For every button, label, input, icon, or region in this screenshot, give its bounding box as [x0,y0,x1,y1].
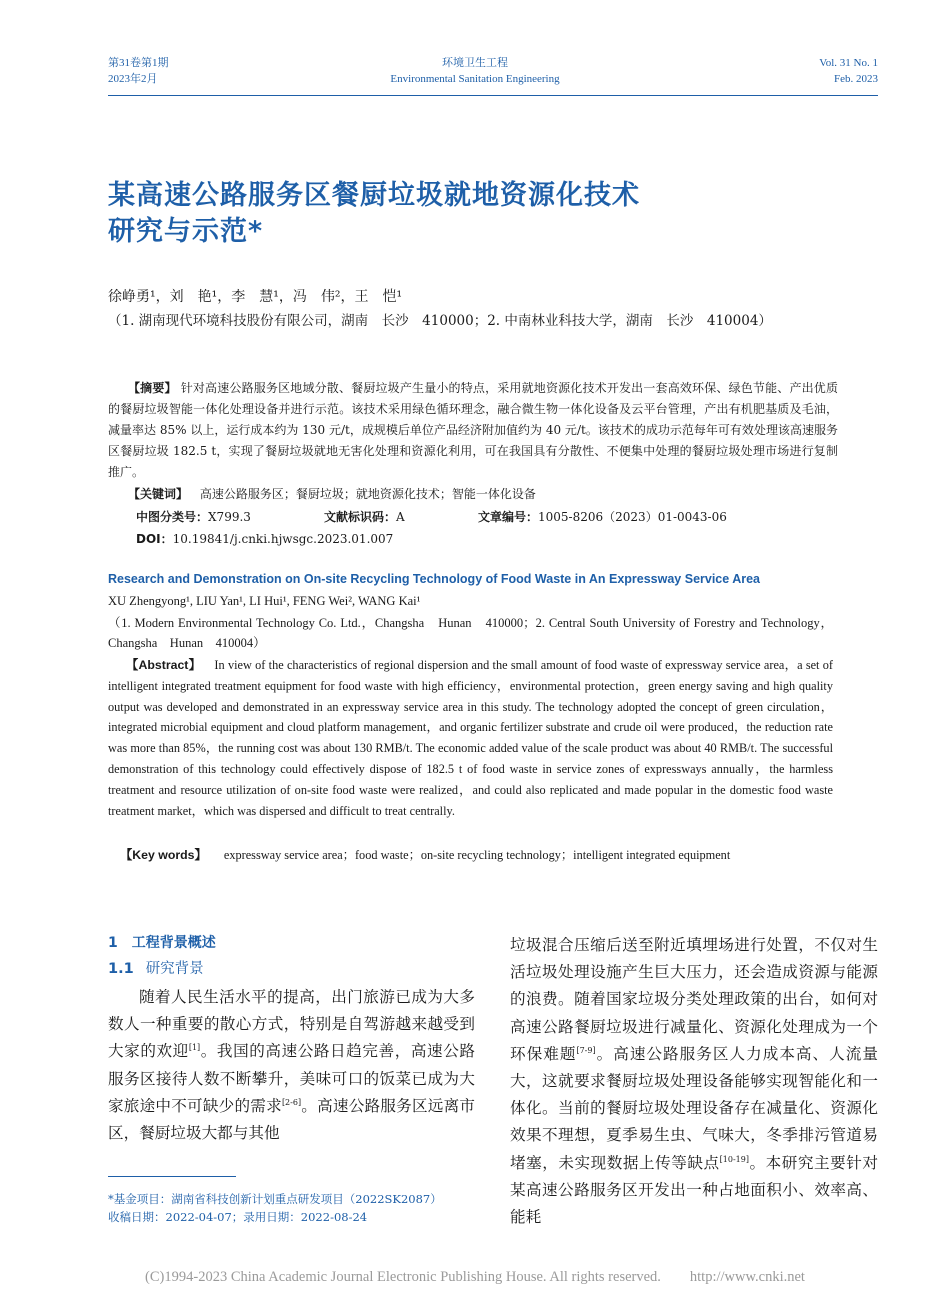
section-heading-1-1 [108,958,475,984]
keywords-cn-text: 高速公路服务区；餐厨垃圾；就地资源化技术；智能一体化设备 [199,487,536,501]
date-cn: 2023年2月 [108,73,158,85]
article-number-label: 文章编号： [478,510,539,524]
header-journal [0,55,950,87]
section-1-1-number: 1.1 [108,961,134,977]
abstract-en [108,655,833,821]
title-line-2: 研究与示范* [108,216,264,247]
doc-code-label: 文献标识码： [324,510,397,524]
journal-name-cn: 环境卫生工程 [442,57,508,69]
keywords-en [120,845,730,865]
article-number-value: 1005-8206（2023）01-0043-06 [538,510,727,524]
body-left-column [108,932,475,1147]
paper-title [108,178,868,250]
abstract-cn [108,378,838,483]
doi [136,529,393,549]
text-run: 。高速公路服务区人力成本高、人流量大，这就要求餐厨垃圾处理设备能够实现智能化和一体化。当前的餐厨垃圾处理设备存在减量化、资源化效果不理想，夏季易生虫、气味大，冬季排污管道易堵塞，未实现数据上传等缺点 [510,1044,878,1172]
text-run: 。本研究主要针对某高速公路服务区开发出一种占地面积小、效率高、能耗 [510,1153,878,1227]
body-right-column [510,932,878,1231]
volume-issue-en: Vol. 31 No. 1 [819,57,878,69]
abstract-cn-text: 针对高速公路服务区地域分散、餐厨垃圾产生量小的特点，采用就地资源化技术开发出一套高效环保、绿色节能、产出优质的餐厨垃圾智能一体化处理设备并进行示范。该技术采用绿色循环理念，融合微生物一体化设备及云平台管理，产出有机肥基质及毛油，减量率达 85% 以上，运行成本约为 130 元/t，成规模后单位产品经济附加值约为 40 元/t。该技术的成功示范每年可有效处理该高速服务区餐厨垃圾 182.5 t，实现了餐厨垃圾就地无害化处理和资源化利用，可在我国具有分散性、不便集中处理的餐厨垃圾处理市场进行复制推广。 [108,381,838,479]
clc-label: 中图分类号： [136,510,209,524]
text-run: 随着人民生活水平的提高，出门旅游已成为大多数人一种重要的散心方式，特别是自驾游越来越受到大家的欢迎 [108,988,475,1061]
volume-issue-cn: 第31卷第1期 [108,57,169,69]
abstract-en-text: In view of the characteristics of regional dispersion and the small amount of food waste of expressway service area，a set of intelligent integrated treatment equipment for food waste with high efficiency，environmental protection，green energy saving and high quality output was developed and demonstrated in an expressway service area in this study. The technology adopted the concept of green circulation，integrated microbial equipment and cloud platform management，and organic fertilizer substrate and crude oil were produced，the reduction rate was more than 85%，the running cost was about 130 RMB/t. The economic added value of the scale product was about 40 RMB/t. The successful demonstration of this technology could effectively dispose of 182.5 t of food waste in service zones of expressways annually，the harmless treatment and resource utilization of on-site food waste were realized，and could also replicated and made popular in the domestic food waste treatment market，which was dispersed and difficult to treat centrally. [108,658,834,818]
date-en: Feb. 2023 [834,73,878,85]
citation: [1] [188,1043,201,1053]
section-1-1-title: 研究背景 [145,961,204,977]
affiliations-cn: （1. 湖南现代环境科技股份有限公司，湖南 长沙 410000；2. 中南林业科技大学，湖南 长沙 410004） [108,313,772,329]
text-run: 。我国的高速公路日趋完善，高速公路服务区接待人数不断攀升，美味可口的饭菜已成为大家旅途中不可缺少的需求 [108,1042,475,1115]
body-paragraph [510,932,878,1231]
doc-code-value: A [396,510,405,524]
citation: [10-19] [719,1154,749,1164]
keywords-cn-label: 【关键词】 [128,487,189,501]
authors-cn: 徐峥勇¹，刘 艳¹，李 慧¹，冯 伟²，王 恺¹ [108,289,403,305]
copyright-notice: (C)1994-2023 China Academic Journal Electronic Publishing House. All rights reserved. http://www.cnki.net [145,1269,805,1285]
footnote-divider [108,1176,236,1177]
authors-en: XU Zhengyong¹, LIU Yan¹, LI Hui¹, FENG Wei², WANG Kai¹ [108,594,421,608]
paper-title-en: Research and Demonstration on On-site Recycling Technology of Food Waste in An Expressway Service Area [108,572,761,586]
header-divider [108,95,878,96]
footnote [108,1190,442,1226]
keywords-en-text: expressway service area；food waste；on-site recycling technology；intelligent integrated equipment [223,848,731,862]
abstract-en-label: 【Abstract】 [126,658,202,672]
title-line-1: 某高速公路服务区餐厨垃圾就地资源化技术 [108,180,640,211]
abstract-cn-label: 【摘要】 [128,381,177,395]
document-code [324,507,405,527]
header-volume-en [819,55,878,87]
text-run: 。高速公路服务区远离市区，餐厨垃圾大都与其他 [108,1096,475,1143]
citation: [2-6] [281,1097,302,1107]
fund-note: *基金项目：湖南省科技创新计划重点研发项目（2022SK2087） [108,1192,442,1206]
citation: [7-9] [576,1045,596,1055]
clc-value: X799.3 [208,510,251,524]
text-run: 垃圾混合压缩后送至附近填埋场进行处置，不仅对生活垃圾处理设施产生巨大压力，还会造成资源与能源的浪费。随着国家垃圾分类处理政策的出台，如何对高速公路餐厨垃圾进行减量化、资源化处理成为一个环保难题 [510,936,878,1063]
body-paragraph [108,984,475,1147]
journal-name-en: Environmental Sanitation Engineering [390,73,560,85]
doi-value: 10.19841/j.cnki.hjwsgc.2023.01.007 [172,532,394,546]
doi-label: DOI： [136,532,173,546]
dates-note: 收稿日期：2022-04-07；录用日期：2022-08-24 [108,1210,368,1224]
article-number [478,507,727,527]
clc-number [136,507,251,527]
keywords-cn [128,484,536,504]
affiliations-en: （1. Modern Environmental Technology Co. Ltd.，Changsha Hunan 410000；2. Central South University of Forestry and Technology，Changsha Hunan 410004） [108,616,833,650]
keywords-en-label: 【Key words】 [120,848,207,862]
section-heading-1: 1 工程背景概述 [108,935,216,951]
